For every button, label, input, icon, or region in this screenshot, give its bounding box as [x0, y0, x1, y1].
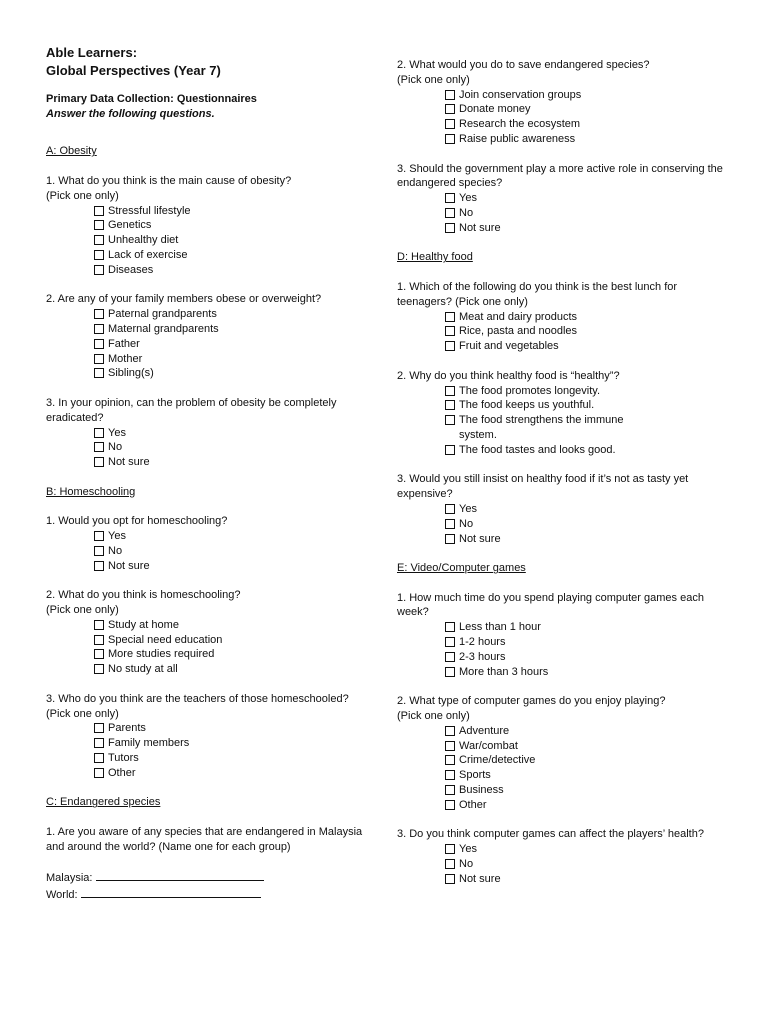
option-item[interactable]: 2-3 hours [397, 650, 727, 665]
checkbox-icon[interactable] [94, 753, 104, 763]
option-item[interactable]: Fruit and vegetables [397, 339, 727, 354]
checkbox-icon[interactable] [445, 785, 455, 795]
question-c3: 3. Should the government play a more active role in conserving the endangered species? [397, 162, 723, 190]
option-item[interactable]: Raise public awareness [397, 132, 727, 147]
question-a1: 1. What do you think is the main cause of obesity? [46, 174, 292, 187]
checkbox-icon[interactable] [94, 235, 104, 245]
section-a-heading: A: Obesity [46, 145, 97, 158]
option-item[interactable]: Research the ecosystem [397, 117, 727, 132]
option-item[interactable]: No [46, 544, 381, 559]
question-e3: 3. Do you think computer games can affect the players’ health? [397, 828, 704, 841]
checkbox-icon[interactable] [94, 220, 104, 230]
checkbox-icon[interactable] [445, 415, 455, 425]
option-item[interactable]: Diseases [46, 263, 381, 278]
title-line-1: Able Learners: [46, 45, 138, 60]
option-item[interactable]: Join conservation groups [397, 88, 727, 103]
options-a1 [46, 204, 381, 278]
question-a3: 3. In your opinion, can the problem of obesity be completely eradicated? [46, 396, 337, 424]
question-d2: 2. Why do you think healthy food is “healthy”? [397, 369, 620, 382]
checkbox-icon[interactable] [94, 250, 104, 260]
subtitle: Primary Data Collection: Questionnaires [46, 93, 257, 105]
question-a1-note: (Pick one only) [46, 189, 119, 202]
checkbox-icon[interactable] [445, 534, 455, 544]
title-line-2: Global Perspectives (Year 7) [46, 63, 221, 78]
option-item[interactable]: Sports [397, 768, 727, 783]
left-column [46, 44, 381, 903]
question-c2-note: (Pick one only) [397, 73, 470, 86]
malaysia-answer-row [46, 869, 381, 886]
options-d3 [397, 502, 727, 546]
option-item[interactable]: Special need education [46, 633, 381, 648]
question-c1: 1. Are you aware of any species that are endangered in Malaysia and around the world? (Name one for each group) [46, 826, 363, 853]
checkbox-icon[interactable] [445, 844, 455, 854]
options-e3 [397, 842, 727, 886]
option-item[interactable]: Stressful lifestyle [46, 204, 381, 219]
checkbox-icon[interactable] [445, 859, 455, 869]
option-item[interactable]: Tutors [46, 751, 381, 766]
checkbox-icon[interactable] [94, 649, 104, 659]
option-item[interactable]: Parents [46, 721, 381, 736]
options-b3 [46, 721, 381, 780]
options-e1 [397, 620, 727, 679]
checkbox-icon[interactable] [445, 755, 455, 765]
malaysia-label: Malaysia: [46, 872, 93, 885]
option-item[interactable]: Sibling(s) [46, 366, 381, 381]
checkbox-icon[interactable] [445, 104, 455, 114]
option-item[interactable]: Yes [397, 842, 727, 857]
option-item[interactable]: Other [397, 798, 727, 813]
checkbox-icon[interactable] [94, 428, 104, 438]
option-item[interactable]: Maternal grandparents [46, 322, 381, 337]
option-item[interactable]: No [46, 440, 381, 455]
checkbox-icon[interactable] [94, 324, 104, 334]
options-b2 [46, 618, 381, 677]
section-d-heading: D: Healthy food [397, 251, 473, 264]
option-item[interactable]: Business [397, 783, 727, 798]
checkbox-icon[interactable] [94, 206, 104, 216]
checkbox-icon[interactable] [445, 208, 455, 218]
options-c3 [397, 191, 727, 235]
checkbox-icon[interactable] [445, 667, 455, 677]
option-item[interactable]: Father [46, 337, 381, 352]
option-item[interactable]: Study at home [46, 618, 381, 633]
options-a3 [46, 426, 381, 470]
question-b3-note: (Pick one only) [46, 707, 119, 720]
checkbox-icon[interactable] [445, 386, 455, 396]
checkbox-icon[interactable] [445, 726, 455, 736]
right-column [397, 58, 727, 887]
checkbox-icon[interactable] [445, 800, 455, 810]
option-item[interactable]: 1-2 hours [397, 635, 727, 650]
option-item[interactable]: No [397, 206, 727, 221]
checkbox-icon[interactable] [445, 652, 455, 662]
question-d3: 3. Would you still insist on healthy food if it’s not as tasty yet expensive? [397, 473, 689, 501]
option-item[interactable]: Not sure [46, 455, 381, 470]
checkbox-icon[interactable] [445, 504, 455, 514]
options-e2 [397, 724, 727, 813]
checkbox-icon[interactable] [94, 457, 104, 467]
checkbox-icon[interactable] [445, 445, 455, 455]
option-item[interactable]: Adventure [397, 724, 727, 739]
checkbox-icon[interactable] [94, 265, 104, 275]
option-item[interactable]: Not sure [397, 221, 727, 236]
option-item[interactable]: No study at all [46, 662, 381, 677]
option-item[interactable]: Lack of exercise [46, 248, 381, 263]
option-item[interactable]: The food tastes and looks good. [397, 443, 727, 458]
option-item[interactable]: Not sure [46, 559, 381, 574]
option-item[interactable]: Yes [397, 502, 727, 517]
option-item[interactable]: Crime/detective [397, 753, 727, 768]
option-item[interactable]: Unhealthy diet [46, 233, 381, 248]
option-item[interactable]: Less than 1 hour [397, 620, 727, 635]
checkbox-icon[interactable] [445, 400, 455, 410]
checkbox-icon[interactable] [445, 874, 455, 884]
option-item[interactable]: No [397, 517, 727, 532]
checkbox-icon[interactable] [445, 741, 455, 751]
checkbox-icon[interactable] [94, 738, 104, 748]
checkbox-icon[interactable] [445, 193, 455, 203]
checkbox-icon[interactable] [94, 723, 104, 733]
options-b1 [46, 529, 381, 573]
checkbox-icon[interactable] [94, 309, 104, 319]
checkbox-icon[interactable] [94, 635, 104, 645]
world-label: World: [46, 889, 78, 902]
checkbox-icon[interactable] [445, 326, 455, 336]
checkbox-icon[interactable] [94, 531, 104, 541]
option-item[interactable]: Other [46, 766, 381, 781]
malaysia-answer-line[interactable] [96, 869, 264, 881]
option-item[interactable]: More studies required [46, 647, 381, 662]
section-c-heading: C: Endangered species [46, 796, 161, 809]
option-item[interactable]: Rice, pasta and noodles [397, 324, 727, 339]
question-c2: 2. What would you do to save endangered species? [397, 59, 650, 71]
checkbox-icon[interactable] [445, 519, 455, 529]
checkbox-icon[interactable] [94, 368, 104, 378]
question-e2: 2. What type of computer games do you enjoy playing? [397, 695, 666, 708]
question-b3: 3. Who do you think are the teachers of those homeschooled? [46, 692, 349, 705]
checkbox-icon[interactable] [94, 620, 104, 630]
checkbox-icon[interactable] [445, 312, 455, 322]
options-d1 [397, 310, 727, 354]
checkbox-icon[interactable] [445, 90, 455, 100]
checkbox-icon[interactable] [445, 637, 455, 647]
options-c2 [397, 88, 727, 147]
checkbox-icon[interactable] [94, 339, 104, 349]
option-item[interactable]: Yes [46, 426, 381, 441]
option-item[interactable]: Yes [397, 191, 727, 206]
question-e1: 1. How much time do you spend playing computer games each week? [397, 591, 704, 619]
checkbox-icon[interactable] [445, 119, 455, 129]
option-item[interactable]: Yes [46, 529, 381, 544]
checkbox-icon[interactable] [445, 134, 455, 144]
world-answer-line[interactable] [81, 886, 261, 898]
question-d1: 1. Which of the following do you think is the best lunch for teenagers? (Pick one only) [397, 280, 678, 308]
checkbox-icon[interactable] [94, 442, 104, 452]
question-b2: 2. What do you think is homeschooling? [46, 589, 241, 602]
options-a2 [46, 307, 381, 381]
question-b2-note: (Pick one only) [46, 604, 119, 617]
option-item[interactable]: Paternal grandparents [46, 307, 381, 322]
option-item[interactable]: The food strengthens the immune system. [397, 413, 727, 443]
checkbox-icon[interactable] [445, 341, 455, 351]
checkbox-icon[interactable] [94, 354, 104, 364]
checkbox-icon[interactable] [94, 664, 104, 674]
checkbox-icon[interactable] [445, 622, 455, 632]
options-d2 [397, 384, 727, 458]
option-item[interactable]: Meat and dairy products [397, 310, 727, 325]
checkbox-icon[interactable] [94, 561, 104, 571]
option-item[interactable]: The food keeps us youthful. [397, 398, 727, 413]
option-item[interactable]: Family members [46, 736, 381, 751]
section-b-heading: B: Homeschooling [46, 485, 136, 498]
option-item[interactable]: More than 3 hours [397, 665, 727, 680]
option-item[interactable]: Genetics [46, 218, 381, 233]
checkbox-icon[interactable] [445, 770, 455, 780]
option-item[interactable]: The food promotes longevity. [397, 384, 727, 399]
option-item[interactable]: Not sure [397, 532, 727, 547]
question-b1: 1. Would you opt for homeschooling? [46, 515, 228, 528]
world-answer-row [46, 886, 381, 903]
option-item[interactable]: Donate money [397, 102, 727, 117]
instruction: Answer the following questions. [46, 107, 215, 120]
option-item[interactable]: War/combat [397, 739, 727, 754]
checkbox-icon[interactable] [445, 223, 455, 233]
option-item[interactable]: Mother [46, 352, 381, 367]
option-item[interactable]: Not sure [397, 872, 727, 887]
question-e2-note: (Pick one only) [397, 710, 470, 723]
question-a2: 2. Are any of your family members obese or overweight? [46, 293, 322, 306]
option-item[interactable]: No [397, 857, 727, 872]
checkbox-icon[interactable] [94, 768, 104, 778]
section-e-heading: E: Video/Computer games [397, 562, 526, 575]
checkbox-icon[interactable] [94, 546, 104, 556]
